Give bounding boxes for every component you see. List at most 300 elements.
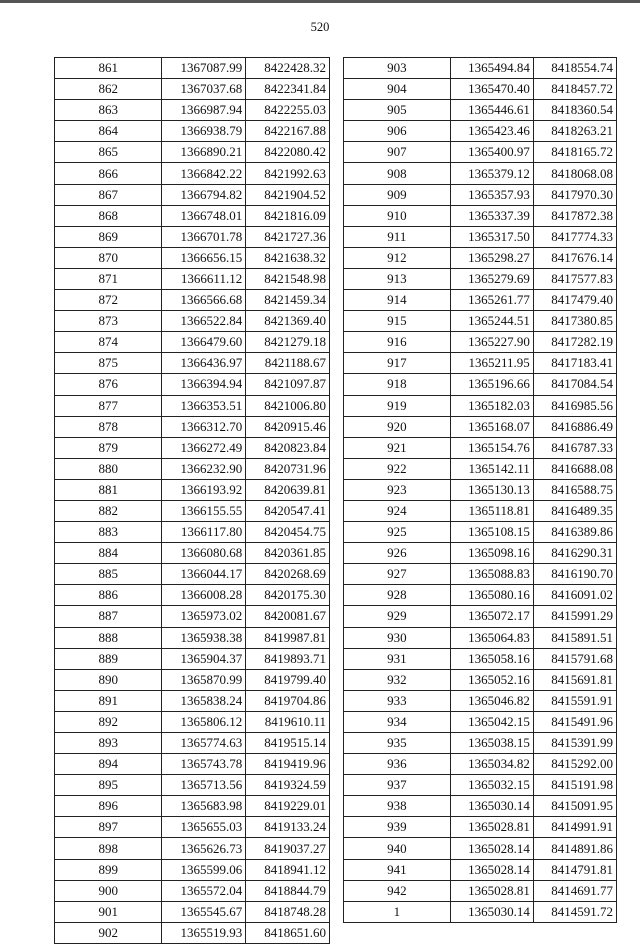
table-row xyxy=(344,754,617,775)
table-row xyxy=(55,163,330,184)
point-number-cell: 902 xyxy=(55,922,162,943)
y-coordinate-cell: 8417183.41 xyxy=(533,353,616,374)
table-row xyxy=(55,500,330,521)
point-number-cell: 909 xyxy=(344,184,451,205)
point-number-cell: 936 xyxy=(344,754,451,775)
y-coordinate-cell: 8421727.36 xyxy=(246,226,330,247)
y-coordinate-cell: 8415591.91 xyxy=(533,690,616,711)
y-coordinate-cell: 8415491.96 xyxy=(533,711,616,732)
x-coordinate-cell: 1365357.93 xyxy=(450,184,533,205)
y-coordinate-cell: 8421548.98 xyxy=(246,268,330,289)
x-coordinate-cell: 1366155.55 xyxy=(162,500,246,521)
table-row xyxy=(55,121,330,142)
x-coordinate-cell: 1365030.14 xyxy=(450,901,533,922)
table-row xyxy=(55,901,330,922)
x-coordinate-cell: 1365938.38 xyxy=(162,627,246,648)
x-coordinate-cell: 1365379.12 xyxy=(450,163,533,184)
point-number-cell: 889 xyxy=(55,648,162,669)
x-coordinate-cell: 1365423.46 xyxy=(450,121,533,142)
table-row xyxy=(55,290,330,311)
y-coordinate-cell: 8422080.42 xyxy=(246,142,330,163)
table-row xyxy=(55,522,330,543)
y-coordinate-cell: 8419987.81 xyxy=(246,627,330,648)
table-row xyxy=(55,564,330,585)
point-number-cell: 901 xyxy=(55,901,162,922)
y-coordinate-cell: 8417970.30 xyxy=(533,184,616,205)
x-coordinate-cell: 1365032.15 xyxy=(450,775,533,796)
point-number-cell: 869 xyxy=(55,226,162,247)
point-number-cell: 873 xyxy=(55,311,162,332)
x-coordinate-cell: 1365494.84 xyxy=(450,58,533,79)
y-coordinate-cell: 8416290.31 xyxy=(533,543,616,564)
table-row xyxy=(344,268,617,289)
table-row xyxy=(55,268,330,289)
x-coordinate-cell: 1365064.83 xyxy=(450,627,533,648)
point-number-cell: 878 xyxy=(55,416,162,437)
point-number-cell: 925 xyxy=(344,522,451,543)
x-coordinate-cell: 1366232.90 xyxy=(162,458,246,479)
point-number-cell: 866 xyxy=(55,163,162,184)
x-coordinate-cell: 1365470.40 xyxy=(450,79,533,100)
y-coordinate-cell: 8414691.77 xyxy=(533,880,616,901)
y-coordinate-cell: 8416985.56 xyxy=(533,395,616,416)
point-number-cell: 937 xyxy=(344,775,451,796)
x-coordinate-cell: 1365261.77 xyxy=(450,290,533,311)
table-row xyxy=(55,585,330,606)
point-number-cell: 900 xyxy=(55,880,162,901)
point-number-cell: 930 xyxy=(344,627,451,648)
x-coordinate-cell: 1366701.78 xyxy=(162,226,246,247)
page-number: 520 xyxy=(310,20,330,34)
table-row xyxy=(344,585,617,606)
x-coordinate-cell: 1365046.82 xyxy=(450,690,533,711)
x-coordinate-cell: 1366080.68 xyxy=(162,543,246,564)
point-number-cell: 882 xyxy=(55,500,162,521)
table-row xyxy=(55,184,330,205)
y-coordinate-cell: 8420547.41 xyxy=(246,500,330,521)
point-number-cell: 924 xyxy=(344,500,451,521)
x-coordinate-cell: 1365058.16 xyxy=(450,648,533,669)
y-coordinate-cell: 8416190.70 xyxy=(533,564,616,585)
table-row xyxy=(55,754,330,775)
y-coordinate-cell: 8420175.30 xyxy=(246,585,330,606)
table-row xyxy=(55,690,330,711)
y-coordinate-cell: 8416091.02 xyxy=(533,585,616,606)
x-coordinate-cell: 1366938.79 xyxy=(162,121,246,142)
x-coordinate-cell: 1365870.99 xyxy=(162,669,246,690)
table-row xyxy=(55,838,330,859)
x-coordinate-cell: 1365211.95 xyxy=(450,353,533,374)
table-row xyxy=(55,205,330,226)
table-row xyxy=(55,416,330,437)
table-row xyxy=(55,79,330,100)
x-coordinate-cell: 1366353.51 xyxy=(162,395,246,416)
point-number-cell: 887 xyxy=(55,606,162,627)
table-row xyxy=(344,226,617,247)
point-number-cell: 890 xyxy=(55,669,162,690)
y-coordinate-cell: 8418844.79 xyxy=(246,880,330,901)
table-row xyxy=(344,859,617,880)
point-number-cell: 911 xyxy=(344,226,451,247)
y-coordinate-cell: 8421006.80 xyxy=(246,395,330,416)
table-row xyxy=(55,543,330,564)
y-coordinate-cell: 8418360.54 xyxy=(533,100,616,121)
y-coordinate-cell: 8419419.96 xyxy=(246,754,330,775)
point-number-cell: 904 xyxy=(344,79,451,100)
x-coordinate-cell: 1365038.15 xyxy=(450,733,533,754)
x-coordinate-cell: 1365317.50 xyxy=(450,226,533,247)
x-coordinate-cell: 1365599.06 xyxy=(162,859,246,880)
point-number-cell: 894 xyxy=(55,754,162,775)
y-coordinate-cell: 8419133.24 xyxy=(246,817,330,838)
y-coordinate-cell: 8421097.87 xyxy=(246,374,330,395)
point-number-cell: 927 xyxy=(344,564,451,585)
point-number-cell: 914 xyxy=(344,290,451,311)
y-coordinate-cell: 8417282.19 xyxy=(533,332,616,353)
table-row xyxy=(344,796,617,817)
point-number-cell: 915 xyxy=(344,311,451,332)
point-number-cell: 922 xyxy=(344,458,451,479)
y-coordinate-cell: 8419229.01 xyxy=(246,796,330,817)
x-coordinate-cell: 1366312.70 xyxy=(162,416,246,437)
table-row xyxy=(344,290,617,311)
x-coordinate-cell: 1366890.21 xyxy=(162,142,246,163)
table-row xyxy=(344,184,617,205)
y-coordinate-cell: 8418165.72 xyxy=(533,142,616,163)
y-coordinate-cell: 8420081.67 xyxy=(246,606,330,627)
table-row xyxy=(344,100,617,121)
point-number-cell: 906 xyxy=(344,121,451,142)
y-coordinate-cell: 8421816.09 xyxy=(246,205,330,226)
point-number-cell: 940 xyxy=(344,838,451,859)
table-row xyxy=(344,711,617,732)
x-coordinate-cell: 1366842.22 xyxy=(162,163,246,184)
y-coordinate-cell: 8420823.84 xyxy=(246,437,330,458)
y-coordinate-cell: 8421459.34 xyxy=(246,290,330,311)
x-coordinate-cell: 1365072.17 xyxy=(450,606,533,627)
point-number-cell: 929 xyxy=(344,606,451,627)
point-number-cell: 916 xyxy=(344,332,451,353)
top-border-line xyxy=(0,0,640,3)
y-coordinate-cell: 8420454.75 xyxy=(246,522,330,543)
table-row xyxy=(55,353,330,374)
x-coordinate-cell: 1365973.02 xyxy=(162,606,246,627)
coordinates-table-left-body xyxy=(55,58,330,944)
y-coordinate-cell: 8419893.71 xyxy=(246,648,330,669)
y-coordinate-cell: 8420268.69 xyxy=(246,564,330,585)
x-coordinate-cell: 1366611.12 xyxy=(162,268,246,289)
table-row xyxy=(55,226,330,247)
y-coordinate-cell: 8421638.32 xyxy=(246,247,330,268)
y-coordinate-cell: 8418651.60 xyxy=(246,922,330,943)
y-coordinate-cell: 8417676.14 xyxy=(533,247,616,268)
table-row xyxy=(344,479,617,500)
point-number-cell: 912 xyxy=(344,247,451,268)
coordinates-table-left xyxy=(54,57,330,944)
y-coordinate-cell: 8415791.68 xyxy=(533,648,616,669)
table-row xyxy=(55,437,330,458)
table-row xyxy=(344,901,617,922)
point-number-cell: 892 xyxy=(55,711,162,732)
table-row xyxy=(55,395,330,416)
x-coordinate-cell: 1365337.39 xyxy=(450,205,533,226)
y-coordinate-cell: 8416588.75 xyxy=(533,479,616,500)
y-coordinate-cell: 8420731.96 xyxy=(246,458,330,479)
y-coordinate-cell: 8416389.86 xyxy=(533,522,616,543)
table-row xyxy=(55,142,330,163)
x-coordinate-cell: 1365168.07 xyxy=(450,416,533,437)
table-row xyxy=(344,395,617,416)
x-coordinate-cell: 1365034.82 xyxy=(450,754,533,775)
table-row xyxy=(344,690,617,711)
y-coordinate-cell: 8415691.81 xyxy=(533,669,616,690)
y-coordinate-cell: 8418457.72 xyxy=(533,79,616,100)
x-coordinate-cell: 1366987.94 xyxy=(162,100,246,121)
x-coordinate-cell: 1366394.94 xyxy=(162,374,246,395)
table-row xyxy=(55,247,330,268)
point-number-cell: 942 xyxy=(344,880,451,901)
point-number-cell: 939 xyxy=(344,817,451,838)
table-row xyxy=(344,500,617,521)
x-coordinate-cell: 1366522.84 xyxy=(162,311,246,332)
table-row xyxy=(55,922,330,943)
y-coordinate-cell: 8414991.91 xyxy=(533,817,616,838)
x-coordinate-cell: 1365904.37 xyxy=(162,648,246,669)
point-number-cell: 870 xyxy=(55,247,162,268)
x-coordinate-cell: 1365838.24 xyxy=(162,690,246,711)
point-number-cell: 897 xyxy=(55,817,162,838)
point-number-cell: 884 xyxy=(55,543,162,564)
y-coordinate-cell: 8421369.40 xyxy=(246,311,330,332)
point-number-cell: 941 xyxy=(344,859,451,880)
x-coordinate-cell: 1366479.60 xyxy=(162,332,246,353)
x-coordinate-cell: 1365154.76 xyxy=(450,437,533,458)
coordinates-table-right xyxy=(343,57,617,923)
y-coordinate-cell: 8417084.54 xyxy=(533,374,616,395)
x-coordinate-cell: 1365030.14 xyxy=(450,796,533,817)
y-coordinate-cell: 8414791.81 xyxy=(533,859,616,880)
table-row xyxy=(344,606,617,627)
table-row xyxy=(344,437,617,458)
point-number-cell: 923 xyxy=(344,479,451,500)
y-coordinate-cell: 8414891.86 xyxy=(533,838,616,859)
table-row xyxy=(344,669,617,690)
point-number-cell: 921 xyxy=(344,437,451,458)
table-row xyxy=(344,648,617,669)
y-coordinate-cell: 8417479.40 xyxy=(533,290,616,311)
table-row xyxy=(344,163,617,184)
point-number-cell: 862 xyxy=(55,79,162,100)
x-coordinate-cell: 1366272.49 xyxy=(162,437,246,458)
point-number-cell: 908 xyxy=(344,163,451,184)
y-coordinate-cell: 8418941.12 xyxy=(246,859,330,880)
table-row xyxy=(344,564,617,585)
x-coordinate-cell: 1365743.78 xyxy=(162,754,246,775)
point-number-cell: 933 xyxy=(344,690,451,711)
y-coordinate-cell: 8420361.85 xyxy=(246,543,330,564)
table-row xyxy=(55,796,330,817)
y-coordinate-cell: 8415292.00 xyxy=(533,754,616,775)
y-coordinate-cell: 8415391.99 xyxy=(533,733,616,754)
y-coordinate-cell: 8419324.59 xyxy=(246,775,330,796)
point-number-cell: 871 xyxy=(55,268,162,289)
table-row xyxy=(55,100,330,121)
point-number-cell: 928 xyxy=(344,585,451,606)
x-coordinate-cell: 1366436.97 xyxy=(162,353,246,374)
point-number-cell: 865 xyxy=(55,142,162,163)
table-row xyxy=(344,880,617,901)
y-coordinate-cell: 8418554.74 xyxy=(533,58,616,79)
y-coordinate-cell: 8414591.72 xyxy=(533,901,616,922)
x-coordinate-cell: 1365298.27 xyxy=(450,247,533,268)
table-row xyxy=(55,648,330,669)
x-coordinate-cell: 1365028.14 xyxy=(450,859,533,880)
x-coordinate-cell: 1365142.11 xyxy=(450,458,533,479)
table-row xyxy=(344,311,617,332)
point-number-cell: 896 xyxy=(55,796,162,817)
point-number-cell: 935 xyxy=(344,733,451,754)
point-number-cell: 918 xyxy=(344,374,451,395)
y-coordinate-cell: 8422428.32 xyxy=(246,58,330,79)
y-coordinate-cell: 8417774.33 xyxy=(533,226,616,247)
x-coordinate-cell: 1365088.83 xyxy=(450,564,533,585)
point-number-cell: 861 xyxy=(55,58,162,79)
x-coordinate-cell: 1365545.67 xyxy=(162,901,246,922)
x-coordinate-cell: 1367037.68 xyxy=(162,79,246,100)
y-coordinate-cell: 8421904.52 xyxy=(246,184,330,205)
point-number-cell: 907 xyxy=(344,142,451,163)
point-number-cell: 898 xyxy=(55,838,162,859)
y-coordinate-cell: 8416688.08 xyxy=(533,458,616,479)
x-coordinate-cell: 1366566.68 xyxy=(162,290,246,311)
x-coordinate-cell: 1365446.61 xyxy=(450,100,533,121)
point-number-cell: 938 xyxy=(344,796,451,817)
coordinates-table-right-body xyxy=(344,58,617,923)
point-number-cell: 881 xyxy=(55,479,162,500)
x-coordinate-cell: 1366008.28 xyxy=(162,585,246,606)
x-coordinate-cell: 1365130.13 xyxy=(450,479,533,500)
y-coordinate-cell: 8416787.33 xyxy=(533,437,616,458)
table-row xyxy=(344,522,617,543)
y-coordinate-cell: 8415891.51 xyxy=(533,627,616,648)
x-coordinate-cell: 1365655.03 xyxy=(162,817,246,838)
point-number-cell: 932 xyxy=(344,669,451,690)
table-row xyxy=(55,711,330,732)
x-coordinate-cell: 1365182.03 xyxy=(450,395,533,416)
x-coordinate-cell: 1365244.51 xyxy=(450,311,533,332)
x-coordinate-cell: 1365806.12 xyxy=(162,711,246,732)
table-row xyxy=(55,332,330,353)
y-coordinate-cell: 8418068.08 xyxy=(533,163,616,184)
table-row xyxy=(55,374,330,395)
point-number-cell: 883 xyxy=(55,522,162,543)
table-row xyxy=(55,311,330,332)
point-number-cell: 867 xyxy=(55,184,162,205)
y-coordinate-cell: 8422255.03 xyxy=(246,100,330,121)
x-coordinate-cell: 1365626.73 xyxy=(162,838,246,859)
y-coordinate-cell: 8417577.83 xyxy=(533,268,616,289)
x-coordinate-cell: 1366044.17 xyxy=(162,564,246,585)
table-row xyxy=(55,58,330,79)
x-coordinate-cell: 1365042.15 xyxy=(450,711,533,732)
table-row xyxy=(55,458,330,479)
y-coordinate-cell: 8422167.88 xyxy=(246,121,330,142)
y-coordinate-cell: 8416886.49 xyxy=(533,416,616,437)
y-coordinate-cell: 8418263.21 xyxy=(533,121,616,142)
table-row xyxy=(55,859,330,880)
x-coordinate-cell: 1365028.81 xyxy=(450,880,533,901)
x-coordinate-cell: 1365713.56 xyxy=(162,775,246,796)
table-row xyxy=(55,479,330,500)
x-coordinate-cell: 1365118.81 xyxy=(450,500,533,521)
x-coordinate-cell: 1365774.63 xyxy=(162,733,246,754)
y-coordinate-cell: 8420639.81 xyxy=(246,479,330,500)
point-number-cell: 876 xyxy=(55,374,162,395)
x-coordinate-cell: 1365279.69 xyxy=(450,268,533,289)
point-number-cell: 885 xyxy=(55,564,162,585)
y-coordinate-cell: 8415091.95 xyxy=(533,796,616,817)
x-coordinate-cell: 1365196.66 xyxy=(450,374,533,395)
x-coordinate-cell: 1367087.99 xyxy=(162,58,246,79)
table-row xyxy=(344,79,617,100)
point-number-cell: 872 xyxy=(55,290,162,311)
point-number-cell: 899 xyxy=(55,859,162,880)
table-row xyxy=(55,627,330,648)
point-number-cell: 877 xyxy=(55,395,162,416)
table-row xyxy=(55,880,330,901)
table-row xyxy=(344,775,617,796)
point-number-cell: 910 xyxy=(344,205,451,226)
point-number-cell: 926 xyxy=(344,543,451,564)
x-coordinate-cell: 1365400.97 xyxy=(450,142,533,163)
point-number-cell: 895 xyxy=(55,775,162,796)
x-coordinate-cell: 1366193.92 xyxy=(162,479,246,500)
x-coordinate-cell: 1365108.15 xyxy=(450,522,533,543)
y-coordinate-cell: 8415991.29 xyxy=(533,606,616,627)
y-coordinate-cell: 8419037.27 xyxy=(246,838,330,859)
point-number-cell: 905 xyxy=(344,100,451,121)
point-number-cell: 903 xyxy=(344,58,451,79)
y-coordinate-cell: 8422341.84 xyxy=(246,79,330,100)
point-number-cell: 934 xyxy=(344,711,451,732)
table-row xyxy=(344,247,617,268)
table-row xyxy=(344,353,617,374)
point-number-cell: 1 xyxy=(344,901,451,922)
y-coordinate-cell: 8419704.86 xyxy=(246,690,330,711)
table-row xyxy=(344,416,617,437)
point-number-cell: 879 xyxy=(55,437,162,458)
x-coordinate-cell: 1365683.98 xyxy=(162,796,246,817)
point-number-cell: 893 xyxy=(55,733,162,754)
x-coordinate-cell: 1365519.93 xyxy=(162,922,246,943)
table-row xyxy=(344,121,617,142)
x-coordinate-cell: 1366117.80 xyxy=(162,522,246,543)
point-number-cell: 880 xyxy=(55,458,162,479)
table-row xyxy=(55,606,330,627)
point-number-cell: 888 xyxy=(55,627,162,648)
point-number-cell: 913 xyxy=(344,268,451,289)
table-row xyxy=(55,817,330,838)
y-coordinate-cell: 8421992.63 xyxy=(246,163,330,184)
table-row xyxy=(344,543,617,564)
table-row xyxy=(55,733,330,754)
table-row xyxy=(344,205,617,226)
y-coordinate-cell: 8417872.38 xyxy=(533,205,616,226)
table-row xyxy=(344,733,617,754)
y-coordinate-cell: 8421279.18 xyxy=(246,332,330,353)
point-number-cell: 917 xyxy=(344,353,451,374)
table-row xyxy=(55,669,330,690)
